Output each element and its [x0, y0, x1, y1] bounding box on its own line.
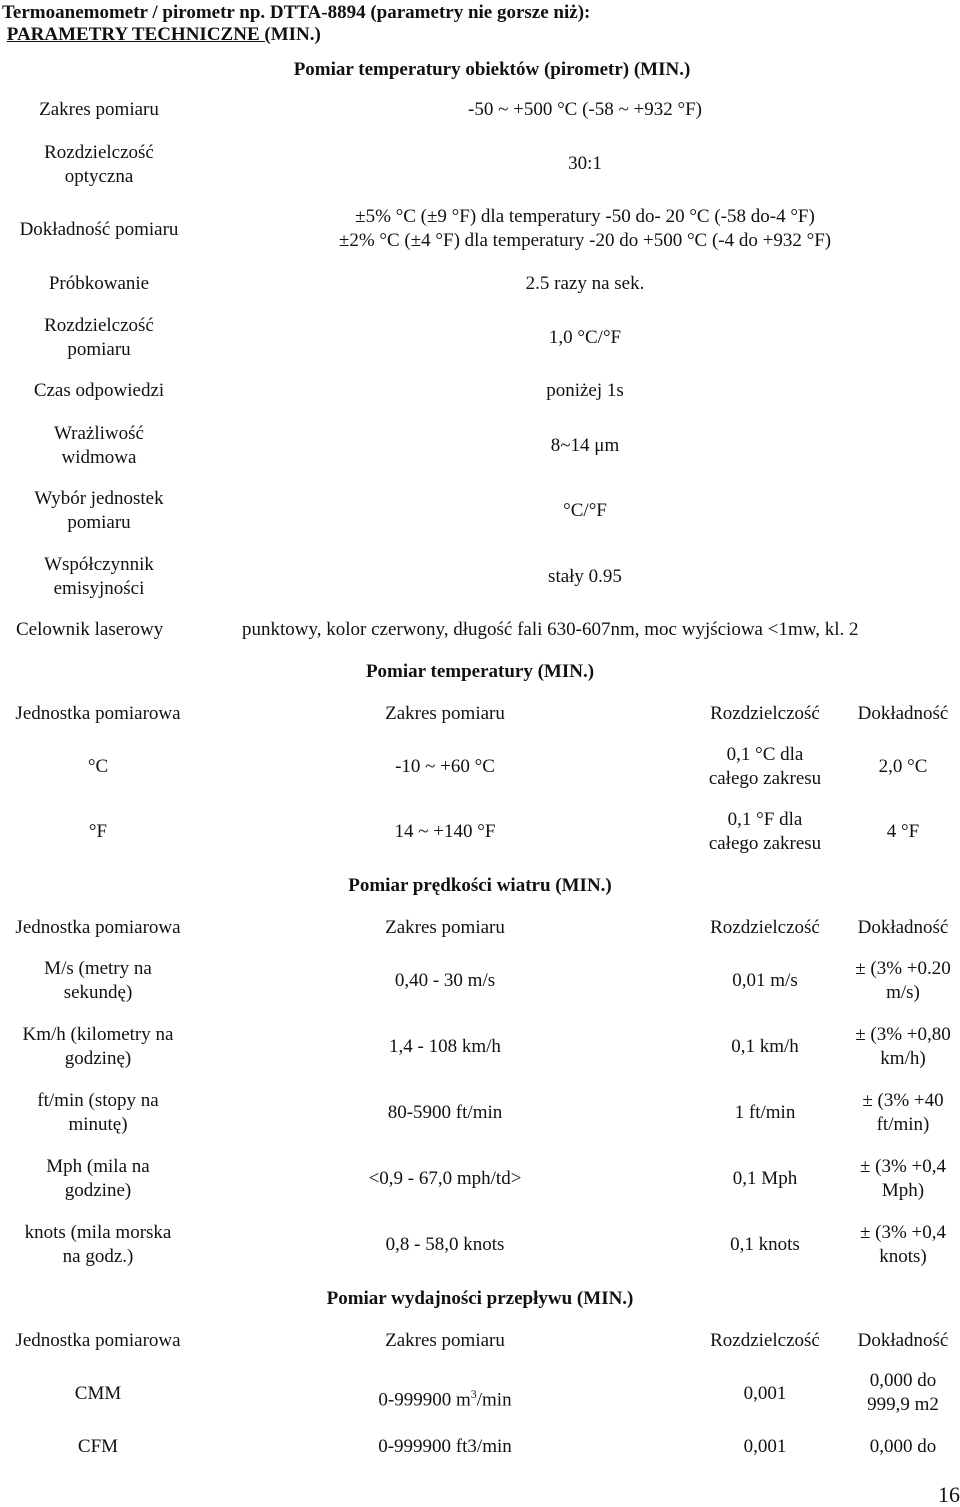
- col-header-resolution: Rozdzielczość: [710, 917, 820, 938]
- cell-line: godzine): [64, 1180, 132, 1201]
- cell-resolution: 0,001: [743, 1383, 787, 1404]
- pyro-value: stały 0.95: [548, 566, 622, 587]
- pyro-label-line: Współczynnik: [44, 554, 154, 575]
- cell-range: 0,40 - 30 m/s: [394, 970, 496, 991]
- cell-unit: [0, 957, 196, 1005]
- cell-resolution: 0,001: [743, 1436, 787, 1457]
- cell-range: -10 ~ +60 °C: [395, 756, 495, 777]
- col-header-unit: Jednostka pomiarowa: [15, 917, 181, 938]
- range-text: /min: [476, 1389, 512, 1411]
- cell-line: ± (3% +0,4: [859, 1222, 947, 1243]
- pyro-value: °C/°F: [563, 500, 607, 521]
- pyro-label: Próbkowanie: [48, 273, 150, 294]
- document-title: [2, 2, 590, 46]
- cell-line: na godz.): [62, 1246, 134, 1267]
- cell-resolution: 1 ft/min: [734, 1102, 796, 1123]
- cell-resolution: [680, 743, 850, 791]
- col-header-accuracy: Dokładność: [857, 1330, 949, 1351]
- cell-line: ft/min (stopy na: [37, 1090, 159, 1111]
- pyro-value: 2.5 razy na sek.: [525, 273, 645, 294]
- pyro-label-line: pomiaru: [67, 512, 131, 533]
- cell-accuracy: 0,000 do: [869, 1436, 937, 1457]
- cell-accuracy: [846, 1089, 960, 1137]
- cell-accuracy: [846, 1369, 960, 1417]
- pyro-label-line: pomiaru: [67, 339, 131, 360]
- temperature-heading: Pomiar temperatury (MIN.): [365, 661, 595, 682]
- cell-line: ± (3% +0,4: [859, 1156, 947, 1177]
- pyro-value-line: ±2% °C (±4 °F) dla temperatury -20 do +500 °C (-4 do +932 °F): [338, 230, 832, 251]
- cell-line: Km/h (kilometry na: [22, 1024, 174, 1045]
- pyro-label: [0, 141, 198, 189]
- page-number: 16: [938, 1482, 960, 1507]
- range-superscript: 3: [470, 1387, 477, 1401]
- col-header-accuracy: Dokładność: [857, 703, 949, 724]
- cell-unit: °C: [87, 756, 109, 777]
- wind-heading: Pomiar prędkości wiatru (MIN.): [348, 875, 612, 896]
- cell-line: 0,1 °C dla: [726, 744, 804, 765]
- cell-line: ± (3% +0,80: [855, 1024, 951, 1045]
- laser-label: Celownik laserowy: [16, 619, 164, 640]
- cell-unit: [0, 1023, 196, 1071]
- title-underlined-part: PARAMETRY TECHNICZNE (: [6, 24, 271, 45]
- cell-accuracy: [846, 1221, 960, 1269]
- range-text: 0-999900 m: [378, 1389, 471, 1411]
- pyro-label-line: emisyjności: [53, 578, 145, 599]
- pyro-label-line: Wybór jednostek: [34, 488, 164, 509]
- cell-unit: °F: [88, 821, 108, 842]
- pyro-value: 8~14 μm: [550, 435, 620, 456]
- cell-line: całego zakresu: [708, 833, 822, 854]
- cell-accuracy: 4 °F: [886, 821, 920, 842]
- cell-line: m/s): [886, 982, 920, 1003]
- cell-line: knots): [879, 1246, 927, 1267]
- pyro-value: 30:1: [568, 153, 602, 174]
- cell-resolution: 0,01 m/s: [732, 970, 798, 991]
- cell-unit: [0, 1221, 196, 1269]
- pyro-label: Zakres pomiaru: [39, 99, 159, 120]
- laser-value: punktowy, kolor czerwony, długość fali 630-607nm, moc wyjściowa <1mw, kl. 2: [242, 619, 859, 640]
- col-header-unit: Jednostka pomiarowa: [15, 1330, 181, 1351]
- cell-range: [300, 1382, 590, 1412]
- cell-line: ± (3% +40: [862, 1090, 944, 1111]
- cell-range: <0,9 - 67,0 mph/td>: [368, 1168, 522, 1189]
- cell-range: 0,8 - 58,0 knots: [385, 1234, 505, 1255]
- pyro-label: [0, 422, 198, 470]
- cell-accuracy: [846, 1155, 960, 1203]
- pyro-label: [0, 553, 198, 601]
- cell-unit: CMM: [74, 1383, 122, 1404]
- title-line-1: Termoanemometr / pirometr np. DTTA-8894 (parametry nie gorsze niż):: [2, 2, 591, 23]
- cell-unit: CFM: [77, 1436, 119, 1457]
- cell-resolution: [680, 808, 850, 856]
- col-header-range: Zakres pomiaru: [385, 917, 505, 938]
- pyro-label-line: widmowa: [61, 447, 137, 468]
- cell-line: knots (mila morska: [24, 1222, 172, 1243]
- cell-resolution: 0,1 knots: [730, 1234, 800, 1255]
- pyrometer-heading: Pomiar temperatury obiektów (pirometr) (MIN.): [293, 59, 691, 80]
- pyro-label-line: Rozdzielczość: [44, 315, 154, 336]
- pyro-label: [0, 314, 198, 362]
- cell-line: 0,1 °F dla: [727, 809, 803, 830]
- cell-range: 1,4 - 108 km/h: [389, 1036, 501, 1057]
- pyro-label-line: optyczna: [64, 166, 134, 187]
- cell-accuracy: 2,0 °C: [878, 756, 928, 777]
- col-header-range: Zakres pomiaru: [385, 703, 505, 724]
- cell-line: M/s (metry na: [44, 958, 152, 979]
- col-header-resolution: Rozdzielczość: [710, 703, 820, 724]
- pyro-label-line: Rozdzielczość: [44, 142, 154, 163]
- cell-line: całego zakresu: [708, 768, 822, 789]
- pyro-value: [230, 205, 940, 253]
- cell-line: 999,9 m2: [867, 1394, 939, 1415]
- cell-line: 0,000 do: [869, 1370, 937, 1391]
- cell-line: ± (3% +0.20: [855, 958, 951, 979]
- cell-resolution: 0,1 Mph: [732, 1168, 798, 1189]
- cell-range: 14 ~ +140 °F: [394, 821, 496, 842]
- pyro-value-line: ±5% °C (±9 °F) dla temperatury -50 do- 20 °C (-58 do-4 °F): [355, 206, 815, 227]
- cell-resolution: 0,1 km/h: [731, 1036, 799, 1057]
- cell-line: minutę): [68, 1114, 128, 1135]
- cell-line: Mph): [881, 1180, 925, 1201]
- cell-unit: [0, 1155, 196, 1203]
- pyro-label: [0, 487, 198, 535]
- col-header-accuracy: Dokładność: [857, 917, 949, 938]
- pyro-value: 1,0 °C/°F: [548, 327, 622, 348]
- pyro-label-line: Wrażliwość: [54, 423, 144, 444]
- pyro-label: Dokładność pomiaru: [19, 219, 179, 240]
- col-header-resolution: Rozdzielczość: [710, 1330, 820, 1351]
- cell-unit: [0, 1089, 196, 1137]
- cell-range: 80-5900 ft/min: [387, 1102, 503, 1123]
- cell-accuracy: [846, 1023, 960, 1071]
- title-line-2: [2, 24, 590, 46]
- cell-line: Mph (mila na: [46, 1156, 150, 1177]
- cell-range: 0-999900 ft3/min: [378, 1436, 512, 1457]
- pyro-value: -50 ~ +500 °C (-58 ~ +932 °F): [468, 99, 702, 120]
- cell-line: km/h): [880, 1048, 926, 1069]
- pyro-label: Czas odpowiedzi: [33, 380, 165, 401]
- col-header-unit: Jednostka pomiarowa: [15, 703, 181, 724]
- pyro-value: poniżej 1s: [546, 380, 624, 401]
- cell-line: godzinę): [64, 1048, 132, 1069]
- col-header-range: Zakres pomiaru: [385, 1330, 505, 1351]
- cell-accuracy: [846, 957, 960, 1005]
- cell-line: sekundę): [63, 982, 133, 1003]
- cell-line: ft/min): [876, 1114, 930, 1135]
- title-rest: MIN.): [270, 24, 321, 45]
- flow-heading: Pomiar wydajności przepływu (MIN.): [326, 1288, 634, 1309]
